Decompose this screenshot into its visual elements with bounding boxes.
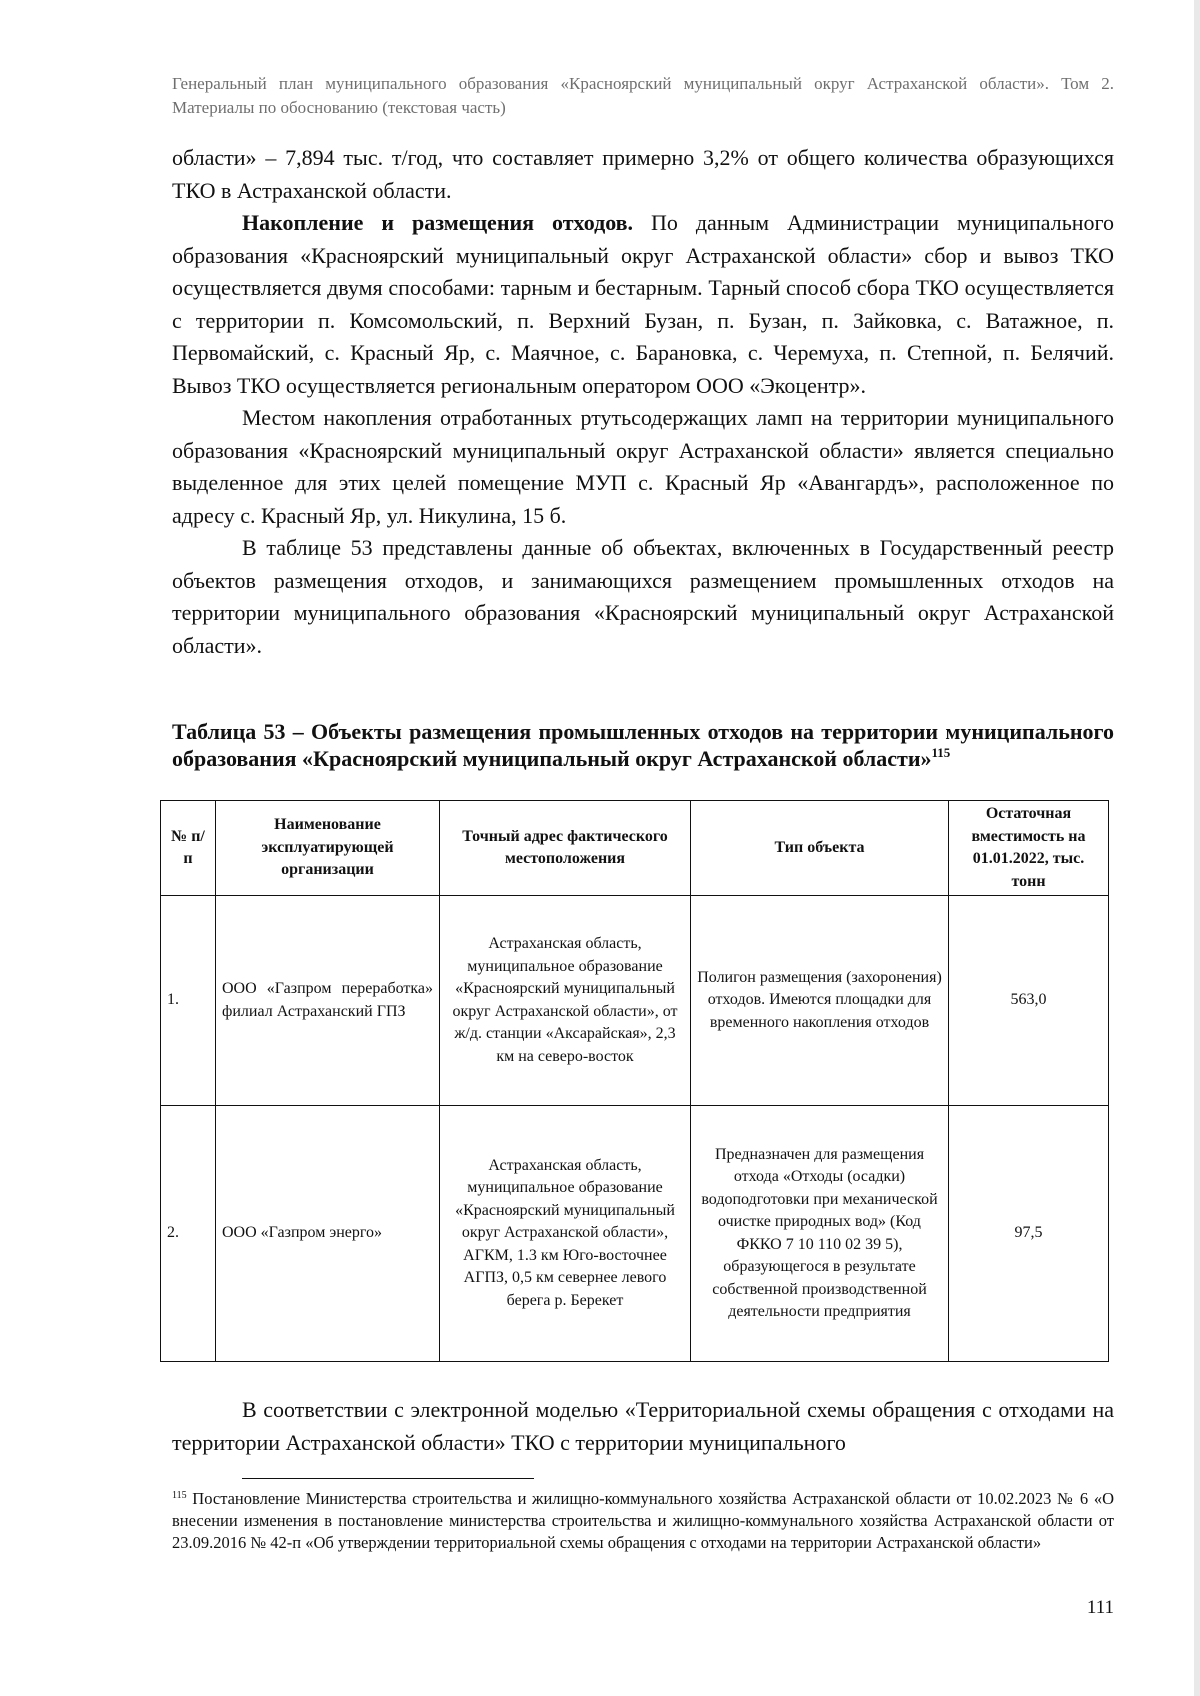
footnote-number: 115 (172, 1490, 187, 1501)
header-capacity: Остаточная вместимость на 01.01.2022, тыс. тонн (949, 801, 1109, 896)
running-header: Генеральный план муниципального образования «Красноярский муниципальный округ Астраханской области». Том 2. Материалы по обоснованию (текстовая часть) (172, 74, 1114, 117)
footnote (172, 1488, 1114, 1554)
paragraph-mercury-lamps: Местом накопления отработанных ртутьсодержащих ламп на территории муниципального образования «Красноярский муниципальный округ Астраханской области» является специально выделенное для этих целей помещение МУП с. Красный Яр «Авангардъ», расположенное по адресу с. Красный Яр, ул. Никулина, 15 б. (172, 405, 1114, 528)
table-row (161, 896, 1109, 1106)
header-number: № п/п (161, 801, 216, 896)
cell-capacity: 97,5 (949, 1106, 1109, 1362)
cell-address: Астраханская область, муниципальное образование «Красноярский муниципальный округ Астраханской области», АГКМ, 1.3 км Юго-восточнее АГПЗ, 0,5 км севернее левого берега р. Берекет (440, 1106, 691, 1362)
header-address: Точный адрес фактического местоположения (440, 801, 691, 896)
header-object-type: Тип объекта (691, 801, 949, 896)
cell-address: Астраханская область, муниципальное образование «Красноярский муниципальный округ Астраханской области», от ж/д. станции «Аксарайская», 2,3 км на северо-восток (440, 896, 691, 1106)
cell-number: 2. (161, 1106, 216, 1362)
paragraph-waste-accumulation (172, 207, 1114, 402)
paragraph-territorial-scheme: В соответствии с электронной моделью «Территориальной схемы обращения с отходами на территории Астраханской области» ТКО с территории муниципального (172, 1397, 1114, 1455)
table-caption-text: Таблица 53 – Объекты размещения промышленных отходов на территории муниципального образования «Красноярский муниципальный округ Астраханской области» (172, 719, 1114, 771)
footnote-ref[interactable]: 115 (931, 745, 951, 760)
table-header-row (161, 801, 1109, 896)
paragraph-lead-bold: Накопление и размещения отходов. (242, 210, 634, 235)
paragraph-text: По данным Администрации муниципального образования «Красноярский муниципальный округ Астраханской области» сбор и вывоз ТКО осуществляется двумя способами: тарным и бестарным. Тарный способ сбора ТКО осуществляется с территории п. Комсомольский, п. Верхний Бузан, п. Бузан, п. Зайковка, с. Ватажное, п. Первомайский, с. Красный Яр, с. Маячное, с. Барановка, с. Черемуха, п. Степной, п. Белячий. Вывоз ТКО осуществляется региональным оператором ООО «Экоцентр». (172, 210, 1115, 398)
cell-object-type: Предназначен для размещения отхода «Отходы (осадки) водоподготовки при механической очистке природных вод» (Код ФККО 7 10 110 02 39 5), образующегося в результате собственной производственной деятельности предприятия (691, 1106, 949, 1362)
cell-organization: ООО «Газпром переработка» филиал Астраханский ГПЗ (216, 896, 440, 1106)
body-text-top (172, 142, 1114, 662)
footnote-separator (242, 1478, 534, 1479)
page-number: 111 (1086, 1597, 1114, 1618)
paragraph-continuation: области» – 7,894 тыс. т/год, что составляет примерно 3,2% от общего количества образующихся ТКО в Астраханской области. (172, 145, 1114, 203)
cell-object-type: Полигон размещения (захоронения) отходов. Имеются площадки для временного накопления отходов (691, 896, 949, 1106)
body-text-bottom (172, 1394, 1114, 1459)
cell-organization: ООО «Газпром энерго» (216, 1106, 440, 1362)
footnote-text: Постановление Министерства строительства и жилищно-коммунального хозяйства Астраханской области от 10.02.2023 № 6 «О внесении изменения в постановление министерства строительства и жилищно-коммунального хозяйства Астраханской области от 23.09.2016 № 42-п «Об утверждении территориальной схемы обращения с отходами на территории Астраханской области» (172, 1489, 1114, 1552)
cell-capacity: 563,0 (949, 896, 1109, 1106)
cell-number: 1. (161, 896, 216, 1106)
page-edge-shadow (1194, 0, 1200, 1696)
header-organization: Наименование эксплуатирующей организации (216, 801, 440, 896)
table-caption (172, 718, 1114, 772)
table-row (161, 1106, 1109, 1362)
paragraph-table-intro: В таблице 53 представлены данные об объектах, включенных в Государственный реестр объектов размещения отходов, и занимающихся размещением промышленных отходов на территории муниципального образования «Красноярский муниципальный округ Астраханской области». (172, 535, 1114, 658)
waste-objects-table (160, 800, 1109, 1362)
